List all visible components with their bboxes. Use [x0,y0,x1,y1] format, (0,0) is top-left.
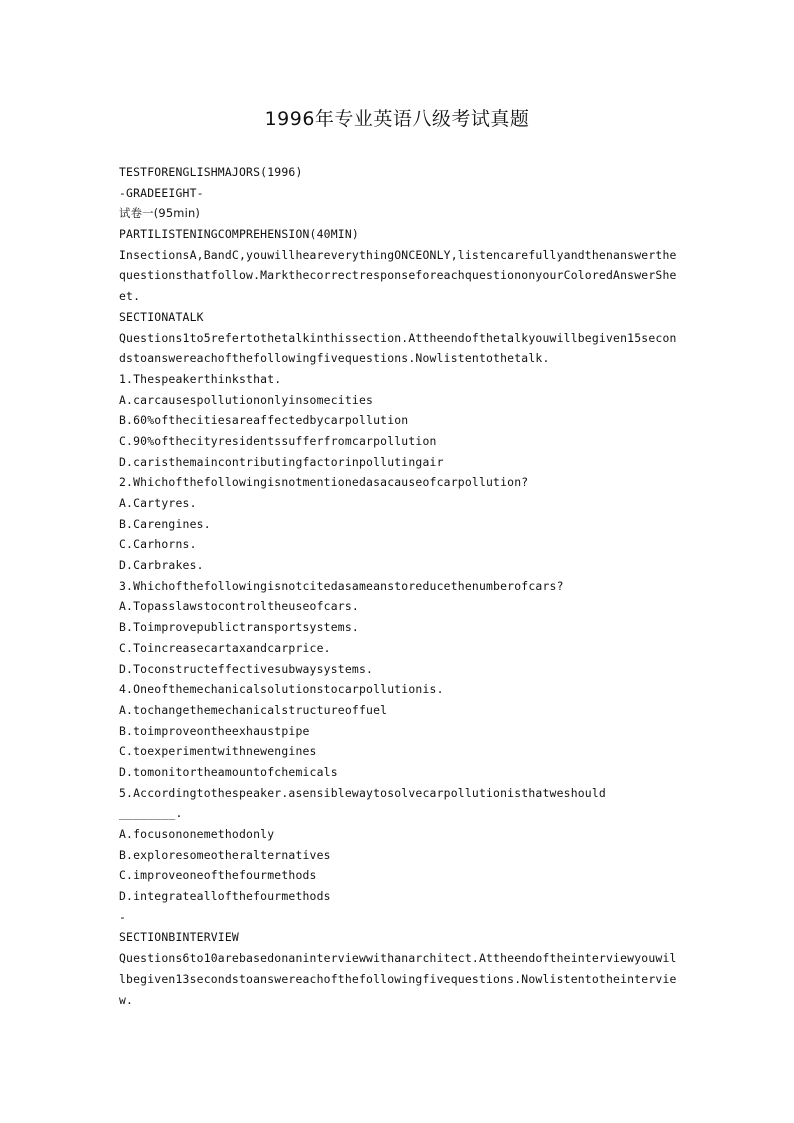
question-stem: 1.Thespeakerthinksthat. [119,371,282,386]
answer-option: D.integrateallofthefourmethods [119,889,331,904]
answer-option: D.tomonitortheamountofchemicals [119,764,338,779]
paper-label: 试卷一(95min) [119,206,201,221]
part-heading: PARTILISTENINGCOMPREHENSION(40MIN) [119,227,359,242]
section-instructions: dstoanswereachofthefollowingfivequestions.Nowlistentothetalk. [119,351,550,366]
answer-option: B.exploresomeotheralternatives [119,847,331,862]
document-body [119,162,679,1010]
section-instructions: w. [119,992,134,1007]
question-stem: 2.Whichofthefollowingisnotmentionedasacauseofcarpollution? [119,475,529,490]
answer-option: C.toexperimentwithnewengines [119,744,317,759]
answer-option: C.improveoneofthefourmethods [119,868,317,883]
question-stem: 4.Oneofthemechanicalsolutionstocarpollutionis. [119,682,444,697]
section-instructions: lbegiven13secondstoanswereachofthefollowingfivequestions.Nowlistentotheintervie [119,971,677,986]
answer-option: B.60%ofthecitiesareaffectedbycarpollution [119,413,409,428]
answer-blank: ________. [119,806,183,821]
answer-option: D.Carbrakes. [119,558,204,573]
separator-dash: - [119,909,127,924]
section-heading: SECTIONBINTERVIEW [119,930,239,945]
answer-option: B.toimproveontheexhaustpipe [119,723,310,738]
instructions-text: InsectionsA,BandC,youwillheareverythingONCEONLY,listencarefullyandthenanswerthe [119,247,677,262]
answer-option: C.90%ofthecityresidentssufferfromcarpollution [119,433,437,448]
page-title: 1996年专业英语八级考试真题 [264,108,530,130]
answer-option: A.Cartyres. [119,496,197,510]
answer-option: A.tochangethemechanicalstructureoffuel [119,702,388,717]
instructions-text: et. [119,289,141,304]
section-instructions: Questions6to10arebasedonaninterviewwithanarchitect.Attheendoftheinterviewyouwil [119,951,677,966]
answer-option: D.Toconstructeffectivesubwaysystems. [119,661,374,676]
question-stem: 3.Whichofthefollowingisnotcitedasameanstoreducethenumberofcars? [119,578,564,593]
section-instructions: Questions1to5refertothetalkinthissection.Attheendofthetalkyouwillbegiven15secon [119,330,677,345]
grade-label: -GRADEEIGHT- [119,185,204,200]
instructions-text: questionsthatfollow.MarkthecorrectresponseforeachquestiononyourColoredAnswerShe [119,268,677,283]
answer-option: B.Toimprovepublictransportsystems. [119,620,359,635]
answer-option: B.Carengines. [119,516,211,531]
answer-option: A.Topasslawstocontroltheuseofcars. [119,599,359,614]
answer-option: A.carcausespollutiononlyinsomecities [119,392,374,407]
answer-option: D.caristhemaincontributingfactorinpollutingair [119,454,444,469]
answer-option: C.Toincreasecartaxandcarprice. [119,640,331,655]
answer-option: A.focusononemethodonly [119,827,275,841]
exam-heading: TESTFORENGLISHMAJORS(1996) [119,165,303,179]
section-heading: SECTIONATALK [119,309,204,324]
question-stem: 5.Accordingtothespeaker.asensiblewaytosolvecarpollutionisthatweshould [119,785,606,800]
answer-option: C.Carhorns. [119,537,197,552]
